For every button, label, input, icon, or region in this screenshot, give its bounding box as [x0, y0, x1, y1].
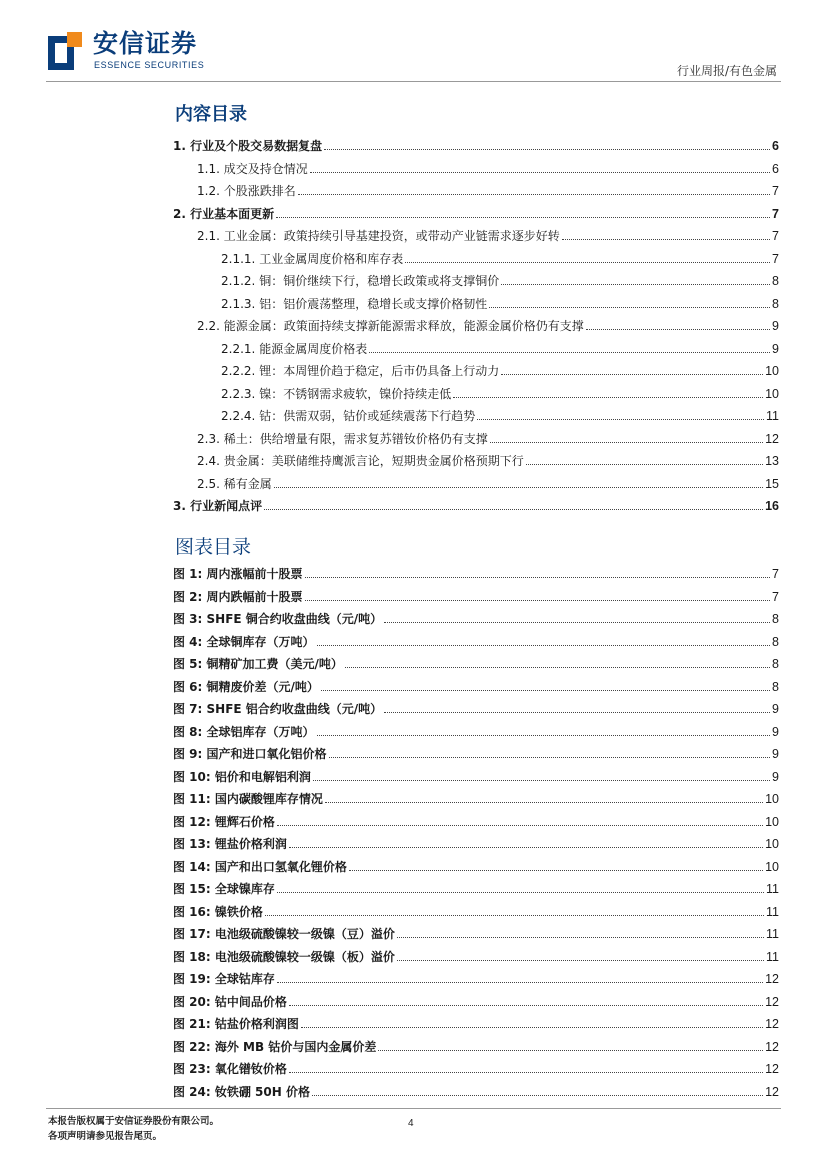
toc-entry-text [197, 428, 488, 451]
toc-page-number: 7 [772, 589, 779, 604]
dot-leader [397, 923, 764, 938]
toc-entry-title: 钴盐价格利润图 [214, 1017, 299, 1031]
contents-entry[interactable] [173, 473, 779, 496]
toc-page-number: 12 [765, 1017, 779, 1031]
toc-page-number: 16 [765, 499, 779, 513]
toc-entry-title: 能源金属周度价格表 [259, 341, 368, 356]
toc-page-number: 10 [765, 837, 779, 851]
figure-entry[interactable] [173, 833, 779, 856]
dot-leader [345, 653, 770, 668]
toc-entry-number: 2.2.1. [221, 341, 256, 356]
contents-entry[interactable] [173, 180, 779, 203]
toc-page-number: 12 [765, 972, 779, 986]
figure-entry[interactable] [173, 676, 779, 699]
toc-page-number: 8 [772, 612, 779, 626]
toc-entry-text [221, 270, 499, 293]
toc-entry-title: 氧化镨钕价格 [214, 1062, 287, 1076]
dot-leader [490, 428, 763, 443]
dot-leader [277, 968, 763, 983]
dot-leader [321, 676, 770, 691]
toc-page-number: 8 [772, 679, 779, 694]
contents-list [173, 135, 779, 518]
toc-entry-title: 全球镍库存 [214, 882, 275, 896]
toc-entry-number: 2.4. [197, 454, 220, 468]
toc-entry-text [221, 248, 403, 271]
toc-entry-title: 钴中间品价格 [214, 994, 287, 1009]
toc-entry-title: 行业基本面更新 [190, 206, 275, 221]
toc-entry-text [173, 698, 382, 721]
figure-entry[interactable] [173, 788, 779, 811]
dot-leader [305, 586, 771, 601]
toc-entry-number: 图 5: [173, 657, 203, 671]
toc-entry-text [197, 450, 524, 473]
toc-page-number: 9 [772, 747, 779, 761]
toc-entry-title: 全球铝库存（万吨） [206, 724, 315, 739]
dot-leader [301, 1013, 763, 1028]
toc-page-number: 12 [765, 431, 779, 446]
toc-page-number: 10 [765, 386, 779, 401]
dot-leader [397, 946, 764, 961]
toc-entry-number: 图 7: [173, 702, 203, 716]
figure-entry[interactable] [173, 946, 779, 969]
contents-entry[interactable] [173, 248, 779, 271]
toc-entry-title: 国产和进口氧化铝价格 [206, 747, 327, 761]
dot-leader [289, 833, 763, 848]
dot-leader [325, 788, 763, 803]
page-header [0, 0, 827, 80]
toc-entry-number: 图 4: [173, 634, 203, 649]
toc-entry-text [173, 946, 395, 969]
toc-entry-title: 成交及持仓情况 [223, 161, 308, 176]
figure-entry[interactable] [173, 991, 779, 1014]
dot-leader [313, 766, 770, 781]
toc-entry-text [197, 473, 272, 496]
dot-leader [298, 180, 770, 195]
dot-leader [276, 203, 770, 218]
figure-entry[interactable] [173, 811, 779, 834]
toc-page-number: 11 [766, 927, 779, 941]
toc-entry-title: 铜精废价差（元/吨） [206, 679, 319, 694]
toc-entry-title: 个股涨跌排名 [223, 184, 296, 198]
toc-page-number: 10 [765, 814, 779, 829]
contents-entry[interactable] [173, 158, 779, 181]
contents-entry[interactable] [173, 383, 779, 406]
toc-entry-text [173, 1081, 310, 1104]
toc-entry-number: 图 16: [173, 904, 211, 919]
toc-page-number: 9 [772, 702, 779, 716]
toc-entry-number: 图 18: [173, 949, 211, 964]
figure-entry[interactable] [173, 1036, 779, 1059]
toc-entry-text [173, 743, 327, 766]
toc-entry-number: 2.2. [197, 319, 220, 333]
toc-page-number: 9 [772, 319, 779, 333]
dot-leader [562, 225, 770, 240]
toc-entry-text [173, 856, 347, 879]
contents-entry[interactable] [173, 338, 779, 361]
toc-entry-title: 周内涨幅前十股票 [206, 567, 303, 581]
toc-entry-text [221, 360, 499, 383]
toc-entry-number: 2.2.4. [221, 409, 256, 423]
toc-entry-title: 行业新闻点评 [190, 499, 263, 513]
figures-list [173, 563, 779, 1103]
figure-entry[interactable] [173, 878, 779, 901]
toc-page-number: 9 [772, 769, 779, 784]
toc-entry-number: 2.1. [197, 229, 220, 243]
toc-page-number: 7 [772, 184, 779, 198]
page-number: 4 [408, 1118, 414, 1129]
company-name-cn: 安信证券 [93, 29, 198, 58]
toc-entry-title: SHFE 铜合约收盘曲线（元/吨） [206, 612, 383, 626]
toc-page-number: 12 [765, 1062, 779, 1076]
toc-entry-number: 图 11: [173, 792, 211, 806]
toc-entry-number: 2. [173, 206, 186, 221]
toc-entry-text [173, 203, 274, 226]
contents-entry[interactable] [173, 203, 779, 226]
toc-entry-number: 1. [173, 139, 186, 153]
dot-leader [324, 135, 770, 150]
contents-entry[interactable] [173, 495, 779, 518]
toc-page-number: 10 [765, 364, 779, 378]
toc-page-number: 8 [772, 296, 779, 311]
figure-entry[interactable] [173, 563, 779, 586]
toc-entry-text [173, 135, 322, 158]
figure-entry[interactable] [173, 608, 779, 631]
figure-entry[interactable] [173, 721, 779, 744]
figure-entry[interactable] [173, 653, 779, 676]
toc-page-number: 11 [766, 949, 779, 964]
toc-page-number: 8 [772, 657, 779, 671]
dot-leader [312, 1081, 763, 1096]
toc-entry-number: 图 23: [173, 1062, 211, 1076]
contents-entry[interactable] [173, 225, 779, 248]
toc-entry-title: 海外 MB 钴价与国内金属价差 [214, 1039, 377, 1054]
figure-entry[interactable] [173, 586, 779, 609]
toc-page-number: 9 [772, 341, 779, 356]
toc-entry-number: 2.1.2. [221, 274, 256, 288]
dot-leader [586, 315, 770, 330]
toc-entry-title: 铝：铝价震荡整理，稳增长或支撑价格韧性 [259, 296, 488, 311]
toc-entry-text [221, 383, 451, 406]
toc-entry-text [173, 586, 303, 609]
toc-entry-title: 稀土：供给增量有限，需求复苏镨钕价格仍有支撑 [223, 431, 488, 446]
toc-entry-number: 图 12: [173, 814, 211, 829]
figure-entry[interactable] [173, 698, 779, 721]
toc-entry-text [173, 631, 315, 654]
toc-entry-title: 全球钴库存 [214, 972, 275, 986]
toc-entry-number: 图 9: [173, 747, 203, 761]
dot-leader [477, 405, 764, 420]
toc-entry-number: 2.1.1. [221, 251, 256, 266]
figure-entry[interactable] [173, 968, 779, 991]
toc-page-number: 11 [766, 904, 779, 919]
dot-leader [289, 991, 763, 1006]
toc-entry-number: 图 15: [173, 882, 211, 896]
toc-entry-text [173, 563, 303, 586]
toc-entry-text [173, 788, 323, 811]
toc-entry-title: 行业及个股交易数据复盘 [190, 139, 323, 153]
toc-entry-text [173, 991, 287, 1014]
dot-leader [264, 495, 763, 510]
toc-entry-text [173, 766, 311, 789]
dot-leader [489, 293, 770, 308]
footer-copyright: 本报告版权属于安信证券股份有限公司。 [48, 1116, 220, 1127]
toc-page-number: 7 [772, 229, 779, 243]
toc-page-number: 13 [765, 454, 779, 468]
toc-page-number: 10 [765, 859, 779, 874]
dot-leader [277, 811, 763, 826]
toc-entry-number: 2.1.3. [221, 296, 256, 311]
toc-entry-number: 图 19: [173, 972, 211, 986]
contents-entry[interactable] [173, 360, 779, 383]
toc-entry-text [173, 1036, 376, 1059]
dot-leader [384, 698, 770, 713]
contents-entry[interactable] [173, 293, 779, 316]
toc-page-number: 12 [765, 1039, 779, 1054]
toc-entry-text [221, 338, 367, 361]
toc-entry-title: 稀有金属 [223, 476, 272, 491]
dot-leader [526, 450, 763, 465]
toc-entry-title: 工业金属：政策持续引导基建投资，或带动产业链需求逐步好转 [223, 229, 560, 243]
figure-entry[interactable] [173, 1058, 779, 1081]
toc-entry-number: 图 22: [173, 1039, 211, 1054]
toc-entry-title: 锂辉石价格 [214, 814, 275, 829]
toc-entry-title: 国产和出口氢氧化锂价格 [214, 859, 347, 874]
figure-entry[interactable] [173, 923, 779, 946]
toc-entry-text [173, 495, 262, 518]
toc-entry-title: 全球铜库存（万吨） [206, 634, 315, 649]
figure-entry[interactable] [173, 743, 779, 766]
toc-entry-title: 周内跌幅前十股票 [206, 589, 303, 604]
toc-entry-number: 图 13: [173, 837, 211, 851]
toc-entry-number: 图 21: [173, 1017, 211, 1031]
toc-page-number: 6 [772, 139, 779, 153]
toc-entry-number: 3. [173, 499, 186, 513]
contents-entry[interactable] [173, 270, 779, 293]
toc-entry-number: 图 20: [173, 994, 211, 1009]
toc-page-number: 7 [772, 206, 779, 221]
contents-entry[interactable] [173, 428, 779, 451]
toc-entry-text [197, 180, 296, 203]
toc-entry-text [173, 878, 275, 901]
toc-entry-text [221, 405, 475, 428]
footer-notice: 各项声明请参见报告尾页。 [48, 1131, 163, 1142]
toc-entry-text [173, 653, 343, 676]
dot-leader [305, 563, 771, 578]
footer-divider [46, 1108, 781, 1109]
toc-entry-title: 贵金属：美联储维持鹰派言论，短期贵金属价格预期下行 [223, 454, 524, 468]
toc-entry-text [173, 901, 263, 924]
toc-entry-text [173, 1058, 287, 1081]
toc-entry-number: 图 17: [173, 927, 211, 941]
toc-entry-number: 2.2.2. [221, 364, 256, 378]
toc-entry-title: 镍：不锈钢需求疲软，镍价持续走低 [259, 386, 452, 401]
toc-entry-text [173, 1013, 299, 1036]
toc-entry-text [173, 676, 319, 699]
toc-entry-title: 能源金属：政策面持续支撑新能源需求释放，能源金属价格仍有支撑 [223, 319, 584, 333]
contents-entry[interactable] [173, 450, 779, 473]
company-name-en: ESSENCE SECURITIES [94, 60, 205, 70]
dot-leader [384, 608, 770, 623]
toc-entry-title: 铜：铜价继续下行，稳增长政策或将支撑铜价 [259, 274, 500, 288]
toc-page-number: 8 [772, 274, 779, 288]
toc-entry-title: 国内碳酸锂库存情况 [214, 792, 323, 806]
toc-page-number: 9 [772, 724, 779, 739]
toc-entry-title: 锂：本周锂价趋于稳定，后市仍具备上行动力 [259, 364, 500, 378]
toc-entry-title: 锂盐价格利润 [214, 837, 287, 851]
dot-leader [453, 383, 763, 398]
toc-entry-text [221, 293, 487, 316]
figure-entry[interactable] [173, 856, 779, 879]
toc-page-number: 8 [772, 634, 779, 649]
toc-page-number: 12 [765, 1084, 779, 1099]
toc-entry-number: 2.2.3. [221, 386, 256, 401]
dot-leader [378, 1036, 763, 1051]
toc-entry-title: 电池级硫酸镍较一级镍（豆）溢价 [214, 927, 395, 941]
header-divider [46, 81, 781, 82]
report-category: 行业周报/有色金属 [676, 64, 777, 78]
contents-entry[interactable] [173, 135, 779, 158]
toc-entry-title: 电池级硫酸镍较一级镍（板）溢价 [214, 949, 395, 964]
toc-entry-number: 图 6: [173, 679, 203, 694]
contents-entry[interactable] [173, 315, 779, 338]
toc-entry-title: 工业金属周度价格和库存表 [259, 251, 404, 266]
contents-title: 内容目录 [175, 104, 247, 125]
dot-leader [277, 878, 764, 893]
toc-entry-title: 钴：供需双弱，钴价或延续震荡下行趋势 [259, 409, 476, 423]
dot-leader [310, 158, 770, 173]
toc-page-number: 15 [765, 476, 779, 491]
toc-entry-title: 铜精矿加工费（美元/吨） [206, 657, 343, 671]
figure-entry[interactable] [173, 1013, 779, 1036]
toc-page-number: 6 [772, 161, 779, 176]
dot-leader [369, 338, 770, 353]
toc-entry-text [197, 225, 560, 248]
company-logo-icon [48, 32, 82, 70]
toc-entry-number: 图 10: [173, 769, 211, 784]
toc-entry-text [173, 811, 275, 834]
toc-entry-number: 图 3: [173, 612, 203, 626]
dot-leader [329, 743, 771, 758]
toc-page-number: 10 [765, 792, 779, 806]
dot-leader [274, 473, 763, 488]
toc-entry-text [197, 158, 308, 181]
toc-entry-number: 图 2: [173, 589, 203, 604]
toc-page-number: 12 [765, 994, 779, 1009]
toc-entry-number: 图 24: [173, 1084, 211, 1099]
toc-entry-text [173, 968, 275, 991]
figure-entry[interactable] [173, 766, 779, 789]
toc-entry-text [173, 721, 315, 744]
toc-entry-title: 钕铁硼 50H 价格 [214, 1084, 310, 1099]
toc-entry-number: 图 14: [173, 859, 211, 874]
contents-entry[interactable] [173, 405, 779, 428]
dot-leader [405, 248, 770, 263]
toc-entry-text [173, 923, 395, 946]
dot-leader [265, 901, 764, 916]
toc-page-number: 11 [766, 882, 779, 896]
toc-entry-title: 铝价和电解铝利润 [214, 769, 311, 784]
figures-title: 图表目录 [175, 536, 252, 558]
toc-entry-number: 图 1: [173, 567, 203, 581]
toc-entry-text [197, 315, 584, 338]
toc-entry-number: 1.1. [197, 161, 220, 176]
toc-entry-number: 2.3. [197, 431, 220, 446]
toc-entry-text [173, 608, 382, 631]
footer-disclaimer [48, 1114, 219, 1144]
toc-page-number: 7 [772, 567, 779, 581]
toc-entry-number: 2.5. [197, 476, 220, 491]
dot-leader [501, 270, 770, 285]
dot-leader [501, 360, 763, 375]
dot-leader [317, 721, 771, 736]
dot-leader [349, 856, 763, 871]
dot-leader [317, 631, 771, 646]
dot-leader [289, 1058, 763, 1073]
toc-page-number: 11 [766, 409, 779, 423]
toc-entry-title: SHFE 铝合约收盘曲线（元/吨） [206, 702, 383, 716]
toc-entry-title: 镍铁价格 [214, 904, 263, 919]
toc-entry-number: 1.2. [197, 184, 220, 198]
figure-entry[interactable] [173, 631, 779, 654]
figure-entry[interactable] [173, 901, 779, 924]
figure-entry[interactable] [173, 1081, 779, 1104]
toc-entry-text [173, 833, 287, 856]
toc-entry-number: 图 8: [173, 724, 203, 739]
toc-page-number: 7 [772, 251, 779, 266]
